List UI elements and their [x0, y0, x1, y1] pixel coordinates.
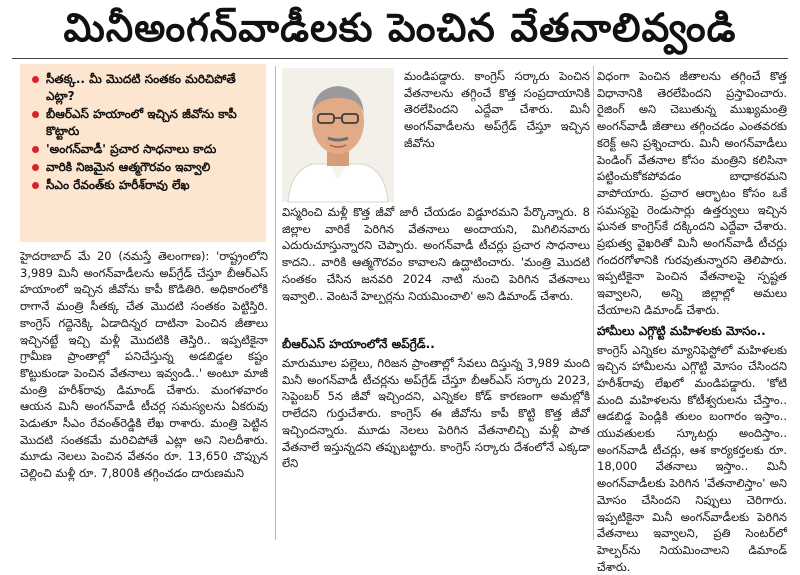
article-column-middle-bottom [282, 332, 590, 538]
article-text: మండిపడ్డారు. కాంగ్రెస్‌ సర్కారు పెంచిన వేతనాలను తగ్గించే కొత్త సంప్రదాయానికి తెరలేపిందని ఎద్దేవా చేశారు. మినీ అంగన్‌వాడీలను అప్‌గ్రేడ్‌ చేస్తూ ఇచ్చిన జీవోను [404, 69, 590, 150]
headline: మినీఅంగన్‌వాడీలకు పెంచిన వేతనాలివ్వండి [63, 6, 737, 51]
headline-rule [12, 58, 788, 59]
article-text: విధంగా పెంచిన జీతాలను తగ్గించే కొత్త విధానానికి తెరలేపిందని ప్రస్తావించారు. రైజింగ్‌ అని చెబుతున్న ముఖ్యమంత్రి అంగన్‌వాడీ జీతాలు తగ్గించడం ఎంతవరకు కరెక్ట్‌ అని ప్రశ్నించారు. మినీ అంగన్‌వాడీలు పెండింగ్‌ వేతనాల కోసం మంత్రిని కలిసినా పట్టించుకోకపోవడం బాధాకరమని వాపోయారు. ప్రచార ఆర్భాటం కోసం ఒకే సమస్యపై రెండుసార్లు ఉత్తర్వులు ఇచ్చిన ఘనత కాంగ్రెస్‌కే దక్కిందని ఎద్దేవా చేశారు. ప్రభుత్వ వైఖరితో మినీ అంగన్‌వాడీ టీచర్లు గందరగోళానికి గురవుతున్నారని తెలిపారు. ఇప్పటికైనా పెంచిన వేతనాలపై స్పష్టత ఇవ్వాలని, అన్ని జిల్లాల్లో అమలు చేయాలని డిమాండ్‌ చేశారు. [597, 69, 787, 317]
portrait-photo [282, 68, 394, 202]
article-column-middle-span [282, 204, 590, 332]
article-text: హైదరాబాద్‌ మే 20 (నమస్తే తెలంగాణ): 'రాష్ట్రంలోని 3,989 మినీ అంగన్‌వాడీలను అప్‌గ్రేడ్‌ చేస్తూ బీఆర్‌ఎస్‌ హయాంలో ఇచ్చిన జీవోను కాపీ కొడితిరి. అధికారంలోకి రాగానే మంత్రి సీతక్క చేత మొదటి సంతకం పెట్టిస్తిరి. కాంగ్రెస్‌ గద్దెనెక్కి ఏడాదిన్నర దాటినా పెంచిన జీతాలు ఇచ్చినట్టే ఇచ్చి మళ్లీ మొదటికి తెస్తిరి.. ఇప్పటికైనా గ్రామీణ ప్రాంతాల్లో పనిచేస్తున్న అడబిడ్డల కష్టం కొట్టుకుండా పెంచిన వేతనాలు ఇవ్వండి..' అంటూ మాజీ మంత్రి హరీశ్‌రావు డిమాండ్‌ చేశారు. మంగళవారం ఆయన మినీ అంగన్‌వాడీ టీచర్ల సమస్యలను ఏకరువు పెడుతూ సీఎం రేవంత్‌రెడ్డికి లేఖ రాశారు. మంత్రి పెట్టిన మొదటి సంతకమే మరిచిపోతే ఎట్లా అని నిలదీశారు. మూడు నెలలు పెంచిన వేతనం రూ. 13,650 చొప్పున చెల్లించి మళ్లీ రూ. 7,800కి తగ్గించడం దారుణమని [20, 249, 268, 481]
article-column-right [597, 68, 787, 574]
highlight-item: బీఆర్‌ఎస్‌ హయాంలో ఇచ్చిన జీవోను కాపీ కొట్టారు [30, 106, 258, 140]
highlight-item: సీఎం రేవంత్‌కు హరీశ్‌రావు లేఖ [30, 177, 258, 194]
article-text: మారుమూల పల్లెలు, గిరిజన ప్రాంతాల్లో సేవలు దిస్తున్న 3,989 మంది మినీ అంగన్‌వాడీ టీచర్లను అప్‌గ్రేడ్‌ చేస్తూ బీఆర్‌ఎస్‌ సర్కారు 2023, సెప్టెంబర్‌ 5న జీవో ఇచ్చిందని, ఎన్నికల కోడ్‌ కారణంగా అమల్లోకి రాలేదని గుర్తుచేశారు. కాంగ్రెస్‌ ఈ జీవోను కాపీ కొట్టి కొత్త జీవో ఇచ్చిందన్నారు. మూడు నెలలు పెరిగిన వేతనాలిచ్చి మళ్లీ పాత వేతనాలే ఇస్తున్నదని తప్పుబట్టారు. కాంగ్రెస్‌ సర్కారు దేశంలోనే ఎక్కడా లేని [282, 356, 590, 471]
highlight-item: వారికి నిజమైన ఆత్మగౌరవం ఇవ్వాలి [30, 159, 258, 176]
subheading: బీఆర్‌ఎస్‌ హయాంలోనే అప్‌గ్రేడ్‌.. [282, 337, 435, 351]
subheading: హామీలు ఎగ్గొట్టి మహిళలకు మోసం.. [597, 323, 766, 338]
article-text: కాంగ్రెస్‌ ఎన్నికల మ్యానిఫెస్టోలో మహిళలకు ఇచ్చిన హామీలను ఎగ్గొట్టి మోసం చేసిందని హరీశ్‌రావు లేఖలో మండిపడ్డారు. 'కోటి మంది మహిళలను కోటీశ్వరులను చేస్తాం.. ఆడబిడ్డ పెండ్లికి తులం బంగారం ఇస్తాం.. యువతులకు స్కూటర్లు అందిస్తాం.. అంగన్‌వాడీ టీచర్లు, ఆశ కార్యకర్తలకు రూ. 18,000 వేతనాలు ఇస్తాం.. మినీ అంగన్‌వాడీలకు పెరిగిన 'వేతనాలిస్తాం' అని మోసం చేసిందని నిప్పులు చెరిగారు. ఇప్పటికైనా మినీ అంగన్‌వాడీలకు పెరిగిన వేతనాలు ఇవ్వాలని, ప్రతి సెంటర్‌లో హెల్పర్‌ను నియమించాలని డిమాండ్‌ చేశారు. [597, 342, 787, 574]
column-divider [275, 66, 276, 540]
article-column-left [20, 248, 268, 540]
article-column-middle-top [404, 68, 590, 204]
highlights-box [20, 64, 266, 242]
article-text: విస్మరించి మళ్లీ కొత్త జీవో జారీ చేయడం విడ్డూరమని పేర్కొన్నారు. 8 జిల్లాల వారికే పెరిగిన వేతనాలు అందాయని, మిగిలినవారు ఎదురుచూస్తున్నారని చెప్పారు. అంగన్‌వాడీ టీచర్లు ప్రచార సాధనాలు కాదని.. వారికి ఆత్మగౌరవం కావాలని ఉద్ఘాటించారు. 'మంత్రి మొదటి సంతకం చేసిన జనవరి 2024 నాటి నుంచి పెరిగిన వేతనాలు ఇవ్వాలి.. వెంటనే హెల్పర్లను నియమించాలి' అని డిమాండ్‌ చేశారు. [282, 205, 590, 303]
column-divider [593, 66, 594, 540]
highlight-item: సీతక్క.. మీ మొదటి సంతకం మరిచిపోతే ఎట్లా? [30, 71, 258, 105]
highlight-item: 'అంగన్‌వాడీ' ప్రచార సాధనాలు కాదు [30, 141, 258, 158]
